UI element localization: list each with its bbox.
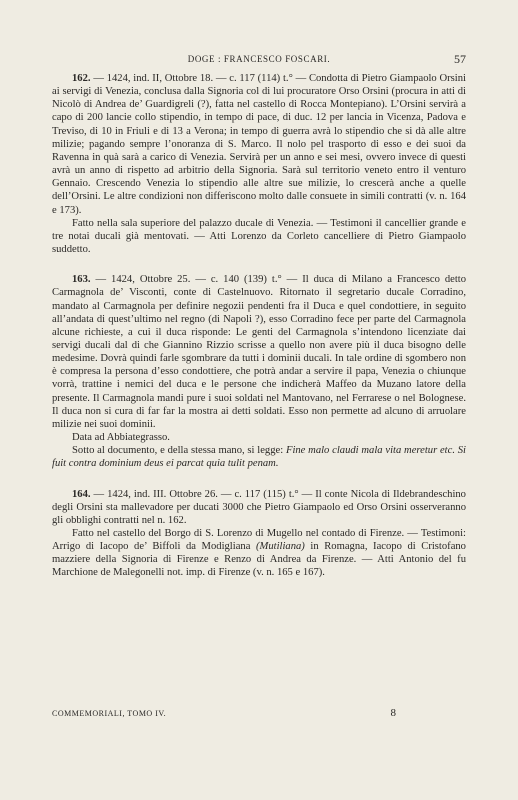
entry-164 <box>52 488 466 580</box>
entry-paragraph <box>52 72 466 217</box>
entry-162 <box>52 72 466 256</box>
latin-quote: Fine malo claudi mala vita meretur etc. Si fuit contra dominium deus ei parcat quia tulit penam. <box>52 445 467 470</box>
entry-paragraph: Fatto nella sala superiore del palazzo ducale di Venezia. — Testimoni il cancellier grande e tre notai ducali già mentovati. — Atti Lorenzo da Corleto cancelliere di Pietro Giampaolo suddetto. <box>52 217 466 256</box>
volume-label: COMMEMORIALI, TOMO IV. <box>52 709 167 718</box>
entry-text: in Romagna, Iacopo di Cristofano mazziere della Signoria di Firenze e Renzo di Andrea da Firenze. — Atti Antonio del fu Marchione de Malegonelli not. imp. di Firenze (v. n. 165 e 167). <box>52 541 466 579</box>
entry-163 <box>52 273 466 470</box>
running-header <box>52 52 466 66</box>
entry-text: — 1424, ind. II, Ottobre 18. — c. 117 (114) t.° — Condotta di Pietro Giampaolo Orsini ai servigi di Venezia, conclusa dalla Signoria col di lui procuratore Orso Orsini (procura in atti di Nicolò di Andrea de’ Guardigreli (?), fatta nel castello di Rocca Montepiano). L’Orsini servirà a capo di 200 lancie collo stipendio, in tempo di pace, di duc. 12 per lancia in Vicenza, Padova e Treviso, di 10 in Friuli e di 13 a Verona; in tempo di guerra avrà lo stipendio che si dà alle altre milizie; pagando sempre l’onoranza di S. Marco. Il nolo pel trasporto di esso e dei suoi da Ravenna in quà sarà a carico di Venezia. Servirà per un anno e sei mesi, ovvero invece di questi avrà un anno di rispetto ad arbitrio della Signoria. Sarà sul territorio veneto entro il venturo Gennaio. Crescendo Venezia lo stipendio alle altre sue milizie, lo crescerà anche a quelle dell’Orsini. Le altre condizioni non differiscono molto dalle consuete in simili contratti (v. n. 164 e 173). <box>52 73 466 216</box>
entry-text: Fatto nel castello del Borgo di S. Lorenzo di Mugello nel contado di Firenze. — Testimoni: Arrigo di Iacopo de’ Biffoli da Modigliana <box>52 528 466 553</box>
entry-text: — 1424, ind. III. Ottobre 26. — c. 117 (115) t.° — Il conte Nicola di Ildebrandeschino degli Orsini sta mallevadore per ducati 3000 che Pietro Giampaolo ed Orso Orsini osserveranno gli obblighi contratti nel n. 162. <box>52 488 466 526</box>
entry-number: 164. <box>72 488 91 500</box>
page-number: 57 <box>454 52 466 66</box>
running-title: DOGE : FRANCESCO FOSCARI. <box>187 54 331 64</box>
place-name-latin: (Mutiliana) <box>255 541 305 553</box>
entry-paragraph: Data ad Abbiategrasso. <box>72 432 170 444</box>
entry-spacer <box>52 256 466 273</box>
entry-paragraph <box>52 488 466 527</box>
entry-number: 163. <box>72 274 91 286</box>
page-footer <box>52 707 466 721</box>
signature-mark: 8 <box>390 707 396 719</box>
entry-paragraph <box>52 444 466 470</box>
entry-text: Sotto al documento, e della stessa mano, si legge: <box>72 445 284 457</box>
entry-paragraph <box>52 273 466 431</box>
entry-paragraph <box>52 527 466 580</box>
entry-spacer <box>52 471 466 488</box>
entry-text: — 1424, Ottobre 25. — c. 140 (139) t.° — Il duca di Milano a Francesco detto Carmagnola de’ Visconti, conte di Castelnuovo. Ritornato il segretario ducale Corradino, mandato al Carmagnola per definire negozii pendenti fra il Duca e quel condottiere, in seguito all’andata di quest’ultimo nel regno (di Napoli ?), esso Corradino fece per parte del Carmagnola alcune richieste, a cui il duca risponde: Le genti del Carmagnola s’intendono licenziate dai servigi ducali dal di che Giannino Rizzio scrisse a quello non avere più il duca bisogno delle medesime. Dovrà quindi farle sgombrare da tutti i dominii ducali. In tale ordine di sgombero non è compresa la persona d’esso condottiere, che potrà andar a servire il papa, Venezia o chiunque vorrà, trattine i nemici del duca e le persone che indicherà Maffeo da Muzano latore della presente. Il Carmagnola mandi pure i suoi soldati nel Mantovano, nel Ferrarese o nel Bolognese. Il duca non si cura di far far la mostra ai detti soldati. Esso non permette ad alcuno di arruolare milizie nei suoi dominii. <box>52 274 466 430</box>
entry-number: 162. <box>72 73 91 84</box>
document-body <box>52 72 466 580</box>
